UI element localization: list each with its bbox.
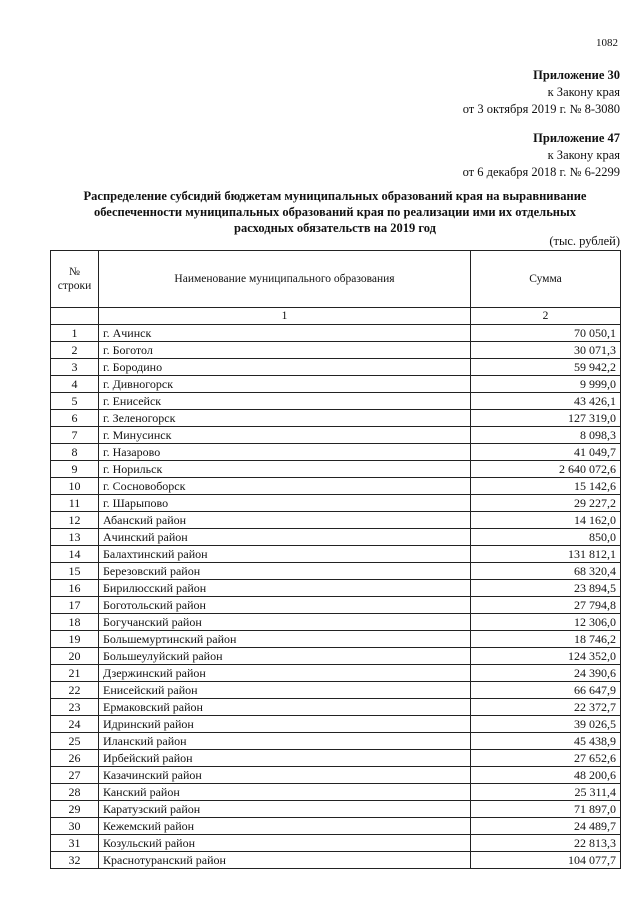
municipality-name-cell: г. Бородино — [99, 359, 471, 376]
table-row — [51, 801, 621, 818]
table-row — [51, 427, 621, 444]
row-number-cell: 2 — [51, 342, 99, 359]
table-row — [51, 699, 621, 716]
sum-cell: 18 746,2 — [471, 631, 621, 648]
table-row — [51, 512, 621, 529]
attachment-new-title: Приложение 30 — [533, 68, 620, 82]
subsidy-table — [50, 250, 621, 869]
row-number-cell: 9 — [51, 461, 99, 478]
sum-cell: 15 142,6 — [471, 478, 621, 495]
table-row — [51, 767, 621, 784]
column-index-row — [51, 308, 621, 325]
sum-cell: 22 372,7 — [471, 699, 621, 716]
attachment-old-title: Приложение 47 — [533, 131, 620, 145]
column-index-empty — [51, 308, 99, 325]
municipality-name-cell: Березовский район — [99, 563, 471, 580]
attachment-new-date: от 3 октября 2019 г. № 8-3080 — [462, 102, 620, 116]
municipality-name-cell: г. Назарово — [99, 444, 471, 461]
row-number-cell: 14 — [51, 546, 99, 563]
table-row — [51, 393, 621, 410]
table-row — [51, 478, 621, 495]
document-title-line: расходных обязательств на 2019 год — [234, 221, 436, 235]
sum-cell: 66 647,9 — [471, 682, 621, 699]
municipality-name-cell: Ермаковский район — [99, 699, 471, 716]
municipality-name-cell: Ачинский район — [99, 529, 471, 546]
sum-cell: 41 049,7 — [471, 444, 621, 461]
sum-cell: 12 306,0 — [471, 614, 621, 631]
sum-cell: 127 319,0 — [471, 410, 621, 427]
table-row — [51, 495, 621, 512]
table-row — [51, 461, 621, 478]
table-row — [51, 563, 621, 580]
row-number-cell: 29 — [51, 801, 99, 818]
attachment-old-block — [463, 130, 620, 181]
sum-cell: 22 813,3 — [471, 835, 621, 852]
row-number-cell: 17 — [51, 597, 99, 614]
table-header-row — [51, 251, 621, 308]
table-row — [51, 716, 621, 733]
sum-cell: 25 311,4 — [471, 784, 621, 801]
column-index-2: 2 — [471, 308, 621, 325]
sum-cell: 14 162,0 — [471, 512, 621, 529]
row-number-cell: 30 — [51, 818, 99, 835]
header-municipality-name: Наименование муниципального образования — [99, 251, 471, 308]
sum-cell: 70 050,1 — [471, 325, 621, 342]
municipality-name-cell: г. Боготол — [99, 342, 471, 359]
page-number: 1082 — [596, 37, 618, 49]
municipality-name-cell: Ирбейский район — [99, 750, 471, 767]
table-row — [51, 410, 621, 427]
table-row — [51, 733, 621, 750]
row-number-cell: 5 — [51, 393, 99, 410]
table-row — [51, 750, 621, 767]
attachment-old-date: от 6 декабря 2018 г. № 6-2299 — [462, 165, 620, 179]
table-row — [51, 835, 621, 852]
table-row — [51, 529, 621, 546]
row-number-cell: 8 — [51, 444, 99, 461]
table-row — [51, 325, 621, 342]
table-row — [51, 818, 621, 835]
municipality-name-cell: Краснотуранский район — [99, 852, 471, 869]
row-number-cell: 16 — [51, 580, 99, 597]
municipality-name-cell: г. Шарыпово — [99, 495, 471, 512]
row-number-cell: 7 — [51, 427, 99, 444]
municipality-name-cell: г. Дивногорск — [99, 376, 471, 393]
row-number-cell: 12 — [51, 512, 99, 529]
row-number-cell: 27 — [51, 767, 99, 784]
sum-cell: 39 026,5 — [471, 716, 621, 733]
municipality-name-cell: г. Сосновоборск — [99, 478, 471, 495]
sum-cell: 9 999,0 — [471, 376, 621, 393]
row-number-cell: 25 — [51, 733, 99, 750]
sum-cell: 23 894,5 — [471, 580, 621, 597]
sum-cell: 43 426,1 — [471, 393, 621, 410]
column-index-1: 1 — [99, 308, 471, 325]
row-number-cell: 4 — [51, 376, 99, 393]
municipality-name-cell: г. Норильск — [99, 461, 471, 478]
table-row — [51, 597, 621, 614]
municipality-name-cell: г. Зеленогорск — [99, 410, 471, 427]
sum-cell: 131 812,1 — [471, 546, 621, 563]
document-title — [50, 188, 620, 236]
municipality-name-cell: Большеулуйский район — [99, 648, 471, 665]
attachment-new-law: к Закону края — [547, 85, 620, 99]
row-number-cell: 10 — [51, 478, 99, 495]
table-row — [51, 614, 621, 631]
row-number-cell: 19 — [51, 631, 99, 648]
row-number-cell: 21 — [51, 665, 99, 682]
sum-cell: 30 071,3 — [471, 342, 621, 359]
sum-cell: 59 942,2 — [471, 359, 621, 376]
header-row-number — [51, 251, 99, 308]
row-number-cell: 28 — [51, 784, 99, 801]
row-number-cell: 11 — [51, 495, 99, 512]
municipality-name-cell: г. Минусинск — [99, 427, 471, 444]
table-body — [51, 325, 621, 869]
row-number-cell: 13 — [51, 529, 99, 546]
sum-cell: 27 794,8 — [471, 597, 621, 614]
sum-cell: 71 897,0 — [471, 801, 621, 818]
municipality-name-cell: Енисейский район — [99, 682, 471, 699]
municipality-name-cell: Богучанский район — [99, 614, 471, 631]
row-number-cell: 3 — [51, 359, 99, 376]
sum-cell: 850,0 — [471, 529, 621, 546]
attachment-new-block — [463, 67, 620, 118]
document-title-line: Распределение субсидий бюджетам муниципальных образований края на выравнивание — [83, 189, 587, 203]
municipality-name-cell: Иланский район — [99, 733, 471, 750]
attachment-old-law: к Закону края — [547, 148, 620, 162]
municipality-name-cell: Кежемский район — [99, 818, 471, 835]
municipality-name-cell: Канский район — [99, 784, 471, 801]
sum-cell: 124 352,0 — [471, 648, 621, 665]
municipality-name-cell: Бирилюсский район — [99, 580, 471, 597]
municipality-name-cell: Идринский район — [99, 716, 471, 733]
table-row — [51, 444, 621, 461]
units-label: (тыс. рублей) — [549, 234, 620, 248]
municipality-name-cell: Большемуртинский район — [99, 631, 471, 648]
sum-cell: 29 227,2 — [471, 495, 621, 512]
table-row — [51, 784, 621, 801]
table-row — [51, 665, 621, 682]
sum-cell: 8 098,3 — [471, 427, 621, 444]
header-row-number-label: строки — [57, 280, 92, 292]
row-number-cell: 15 — [51, 563, 99, 580]
header-sum: Сумма — [471, 251, 621, 308]
municipality-name-cell: Казачинский район — [99, 767, 471, 784]
municipality-name-cell: г. Ачинск — [99, 325, 471, 342]
table-row — [51, 359, 621, 376]
table-row — [51, 580, 621, 597]
municipality-name-cell: Абанский район — [99, 512, 471, 529]
document-title-line: обеспеченности муниципальных образований края по реализации ими их отдельных — [93, 205, 577, 219]
row-number-cell: 1 — [51, 325, 99, 342]
sum-cell: 68 320,4 — [471, 563, 621, 580]
municipality-name-cell: Балахтинский район — [99, 546, 471, 563]
row-number-cell: 6 — [51, 410, 99, 427]
row-number-cell: 32 — [51, 852, 99, 869]
row-number-cell: 23 — [51, 699, 99, 716]
sum-cell: 45 438,9 — [471, 733, 621, 750]
row-number-cell: 22 — [51, 682, 99, 699]
row-number-cell: 18 — [51, 614, 99, 631]
row-number-cell: 20 — [51, 648, 99, 665]
table-row — [51, 546, 621, 563]
sum-cell: 48 200,6 — [471, 767, 621, 784]
municipality-name-cell: Дзержинский район — [99, 665, 471, 682]
municipality-name-cell: Боготольский район — [99, 597, 471, 614]
header-row-number-symbol: № — [69, 266, 80, 278]
table-row — [51, 648, 621, 665]
sum-cell: 24 390,6 — [471, 665, 621, 682]
municipality-name-cell: г. Енисейск — [99, 393, 471, 410]
sum-cell: 27 652,6 — [471, 750, 621, 767]
sum-cell: 104 077,7 — [471, 852, 621, 869]
municipality-name-cell: Козульский район — [99, 835, 471, 852]
table-row — [51, 631, 621, 648]
municipality-name-cell: Каратузский район — [99, 801, 471, 818]
sum-cell: 2 640 072,6 — [471, 461, 621, 478]
row-number-cell: 26 — [51, 750, 99, 767]
table-row — [51, 376, 621, 393]
table-row — [51, 342, 621, 359]
row-number-cell: 31 — [51, 835, 99, 852]
row-number-cell: 24 — [51, 716, 99, 733]
table-row — [51, 852, 621, 869]
table-row — [51, 682, 621, 699]
sum-cell: 24 489,7 — [471, 818, 621, 835]
